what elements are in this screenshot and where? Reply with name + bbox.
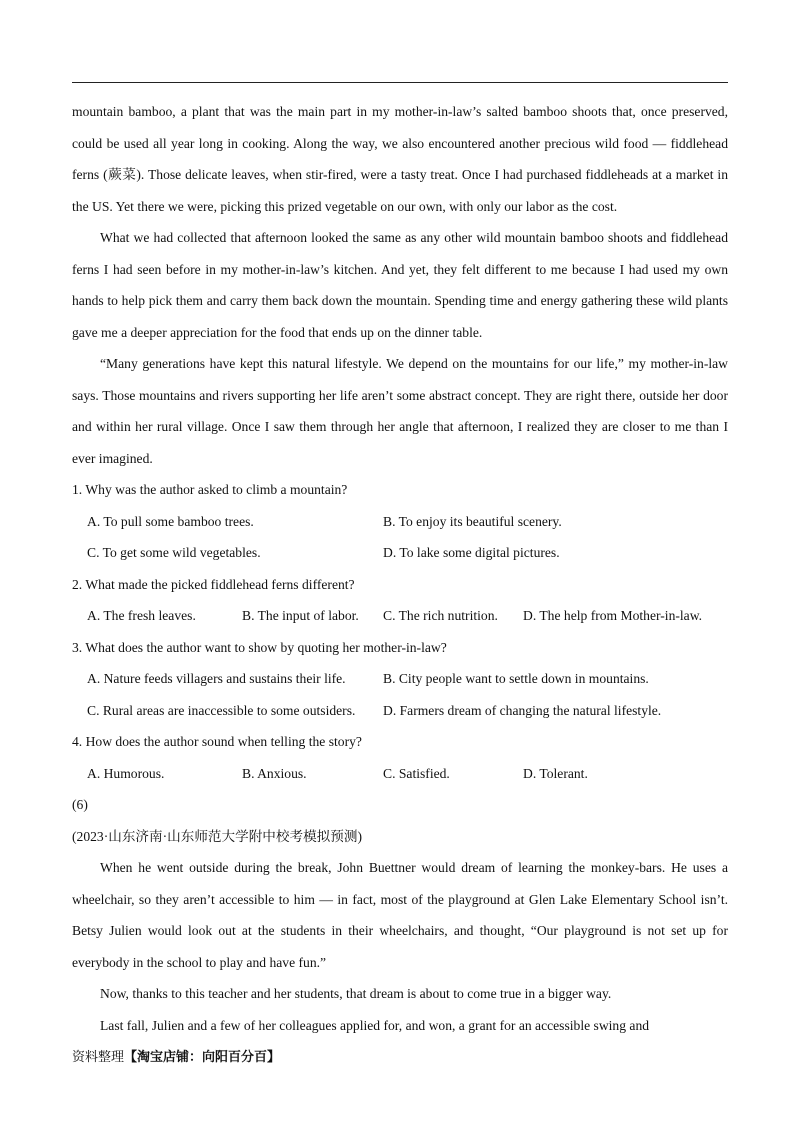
option-4c: C. Satisfied. bbox=[383, 765, 450, 781]
option-4a: A. Humorous. bbox=[87, 765, 165, 781]
options-row bbox=[72, 506, 728, 538]
passage-paragraph: Now, thanks to this teacher and her students, that dream is about to come true in a bigger way. bbox=[100, 986, 612, 1001]
passage-paragraph: mountain bamboo, a plant that was the main part in my mother-in-law’s salted bamboo shoots that, once preserved, could be used all year long in cooking. Along the way, we also encountered another precious wild food — fiddlehead ferns (蕨菜). Those delicate leaves, when stir-fired, were a tasty treat. Once I had purchased fiddleheads at a market in the US. Yet there we were, picking this prized vegetable on our own, with only our labor as the cost. bbox=[72, 104, 728, 214]
source-line: (2023·山东济南·山东师范大学附中校考模拟预测) bbox=[72, 828, 362, 844]
option-4b: B. Anxious. bbox=[242, 765, 307, 781]
option-4d: D. Tolerant. bbox=[523, 765, 588, 781]
options-row bbox=[72, 537, 728, 569]
options-row bbox=[72, 600, 728, 632]
question-stem-3: 3. What does the author want to show by quoting her mother-in-law? bbox=[72, 639, 447, 655]
footer-store: 【淘宝店铺：向阳百分百】 bbox=[124, 1050, 281, 1065]
option-3c: C. Rural areas are inaccessible to some outsiders. bbox=[87, 702, 356, 718]
question-stem-4: 4. How does the author sound when telling the story? bbox=[72, 734, 362, 749]
passage-paragraph: When he went outside during the break, John Buettner would dream of learning the monkey-bars. He uses a wheelchair, so they aren’t accessible to him — in fact, most of the playground at Glen Lake Elementary School isn’t. Betsy Julien would look out at the students in their wheelchairs, and thought, “Our playground is not set up for everybody in the school to play and have fun.” bbox=[72, 860, 728, 970]
question-stem-1: 1. Why was the author asked to climb a mountain? bbox=[72, 482, 348, 497]
option-1a: A. To pull some bamboo trees. bbox=[87, 513, 254, 529]
footer-prefix: 资料整理 bbox=[72, 1050, 125, 1065]
option-2a: A. The fresh leaves. bbox=[87, 608, 196, 623]
option-1d: D. To lake some digital pictures. bbox=[383, 545, 560, 560]
option-1b: B. To enjoy its beautiful scenery. bbox=[383, 513, 562, 529]
option-3b: B. City people want to settle down in mountains. bbox=[383, 671, 649, 686]
document-body bbox=[72, 96, 728, 1041]
option-1c: C. To get some wild vegetables. bbox=[87, 545, 261, 560]
options-row bbox=[72, 758, 728, 790]
question-stem-2: 2. What made the picked fiddlehead ferns different? bbox=[72, 576, 355, 592]
option-3d: D. Farmers dream of changing the natural lifestyle. bbox=[383, 702, 662, 718]
header-rule bbox=[72, 82, 728, 83]
option-2d: D. The help from Mother-in-law. bbox=[523, 608, 703, 623]
page-footer bbox=[72, 1046, 280, 1065]
options-row bbox=[72, 663, 728, 695]
section-number: (6) bbox=[72, 797, 88, 812]
passage-paragraph: “Many generations have kept this natural lifestyle. We depend on the mountains for our life,” my mother-in-law says. Those mountains and rivers supporting her life aren’t some abstract concept. They are right there, outside her door and within her rural village. Once I saw them through her angle that afternoon, I realized they are closer to me than I ever imagined. bbox=[72, 356, 728, 466]
passage-paragraph: What we had collected that afternoon looked the same as any other wild mountain bamboo shoots and fiddlehead ferns I had seen before in my mother-in-law’s kitchen. And yet, they felt different to me because I had used my own hands to help pick them and carry them back down the mountain. Spending time and energy gathering these wild plants gave me a deeper appreciation for the food that ends up on the dinner table. bbox=[72, 230, 728, 340]
option-3a: A. Nature feeds villagers and sustains their life. bbox=[87, 671, 346, 686]
option-2c: C. The rich nutrition. bbox=[383, 608, 498, 623]
options-row bbox=[72, 695, 728, 727]
option-2b: B. The input of labor. bbox=[242, 608, 359, 623]
passage-paragraph: Last fall, Julien and a few of her colleagues applied for, and won, a grant for an accessible swing and bbox=[100, 1017, 650, 1033]
